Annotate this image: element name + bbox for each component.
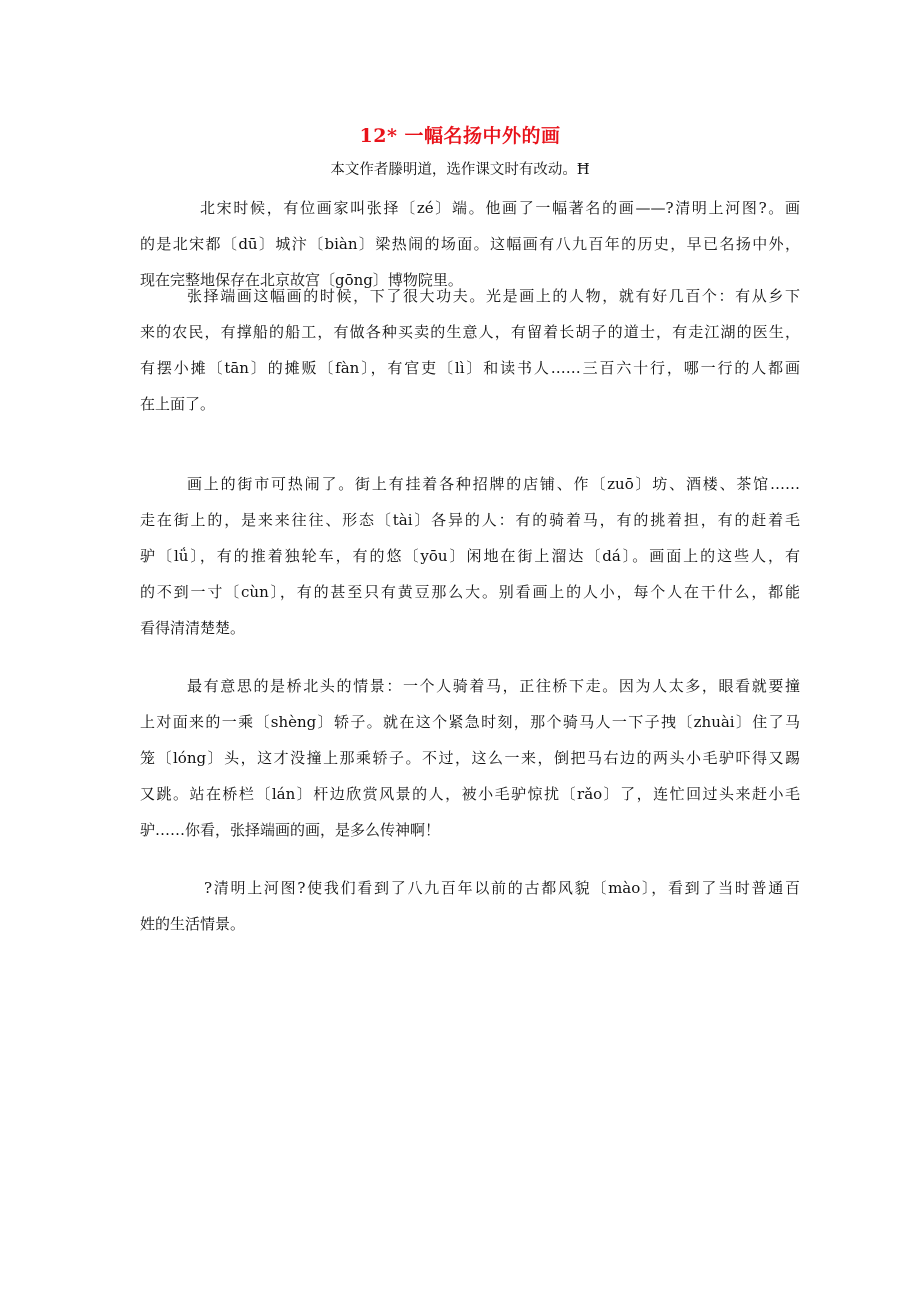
text-line: 在上面了。 — [140, 395, 216, 413]
text-line: 又跳。站在桥栏〔lán〕杆边欣赏风景的人，被小毛驴惊扰〔rǎo〕了，连忙回过头来赶小毛 — [140, 785, 800, 803]
text-line: 笼〔lóng〕头，这才没撞上那乘轿子。不过，这么一来，倒把马右边的两头小毛驴吓得又踢 — [140, 749, 800, 767]
text-line: 驴〔lǘ〕，有的推着独轮车，有的悠〔yōu〕闲地在街上溜达〔dá〕。画面上的这些人，有 — [140, 547, 800, 565]
text-line: 画上的街市可热闹了。街上有挂着各种招牌的店铺、作〔zuō〕坊、酒楼、茶馆…… — [187, 475, 800, 493]
text-line: 驴……你看，张择端画的画，是多么传神啊！ — [140, 821, 441, 839]
text-line: 张择端画这幅画的时候，下了很大功夫。光是画上的人物，就有好几百个：有从乡下 — [187, 287, 800, 305]
paragraph-5 — [140, 870, 800, 942]
subtitle-note: 本文作者滕明道，选作课文时有改动。Ħ — [330, 162, 590, 178]
text-line: 走在街上的，是来来往往、形态〔tài〕各异的人：有的骑着马，有的挑着担，有的赶着毛 — [140, 511, 800, 529]
text-line: 现在完整地保存在北京故宫〔gōng〕博物院里。 — [140, 271, 463, 289]
text-line: 看得清清楚楚。 — [140, 619, 246, 637]
paragraph-4 — [140, 668, 800, 848]
text-line: 有摆小摊〔tān〕的摊贩〔fàn〕，有官吏〔lì〕和读书人……三百六十行，哪一行的人都画 — [140, 359, 800, 377]
text-line: 的不到一寸〔cùn〕，有的甚至只有黄豆那么大。别看画上的人小，每个人在干什么，都能 — [140, 583, 800, 601]
text-line: 北宋时候，有位画家叫张择〔zé〕端。他画了一幅著名的画——?清明上河图?。画 — [200, 199, 800, 217]
text-line: 上对面来的一乘〔shèng〕轿子。就在这个紧急时刻，那个骑马人一下子拽〔zhuài〕住了马 — [140, 713, 800, 731]
text-line: 最有意思的是桥北头的情景：一个人骑着马，正往桥下走。因为人太多，眼看就要撞 — [187, 677, 800, 695]
paragraph-3 — [140, 466, 800, 646]
text-line: 的是北宋都〔dū〕城汴〔biàn〕梁热闹的场面。这幅画有八九百年的历史，早已名扬中外， — [140, 235, 800, 253]
text-line: 姓的生活情景。 — [140, 915, 246, 933]
text-line: ?清明上河图?使我们看到了八九百年以前的古都风貌〔mào〕，看到了当时普通百 — [204, 879, 800, 897]
page-title: 12* 一幅名扬中外的画 — [359, 125, 561, 147]
paragraph-2 — [140, 278, 800, 422]
text-line: 来的农民，有撑船的船工，有做各种买卖的生意人，有留着长胡子的道士，有走江湖的医生， — [140, 323, 800, 341]
